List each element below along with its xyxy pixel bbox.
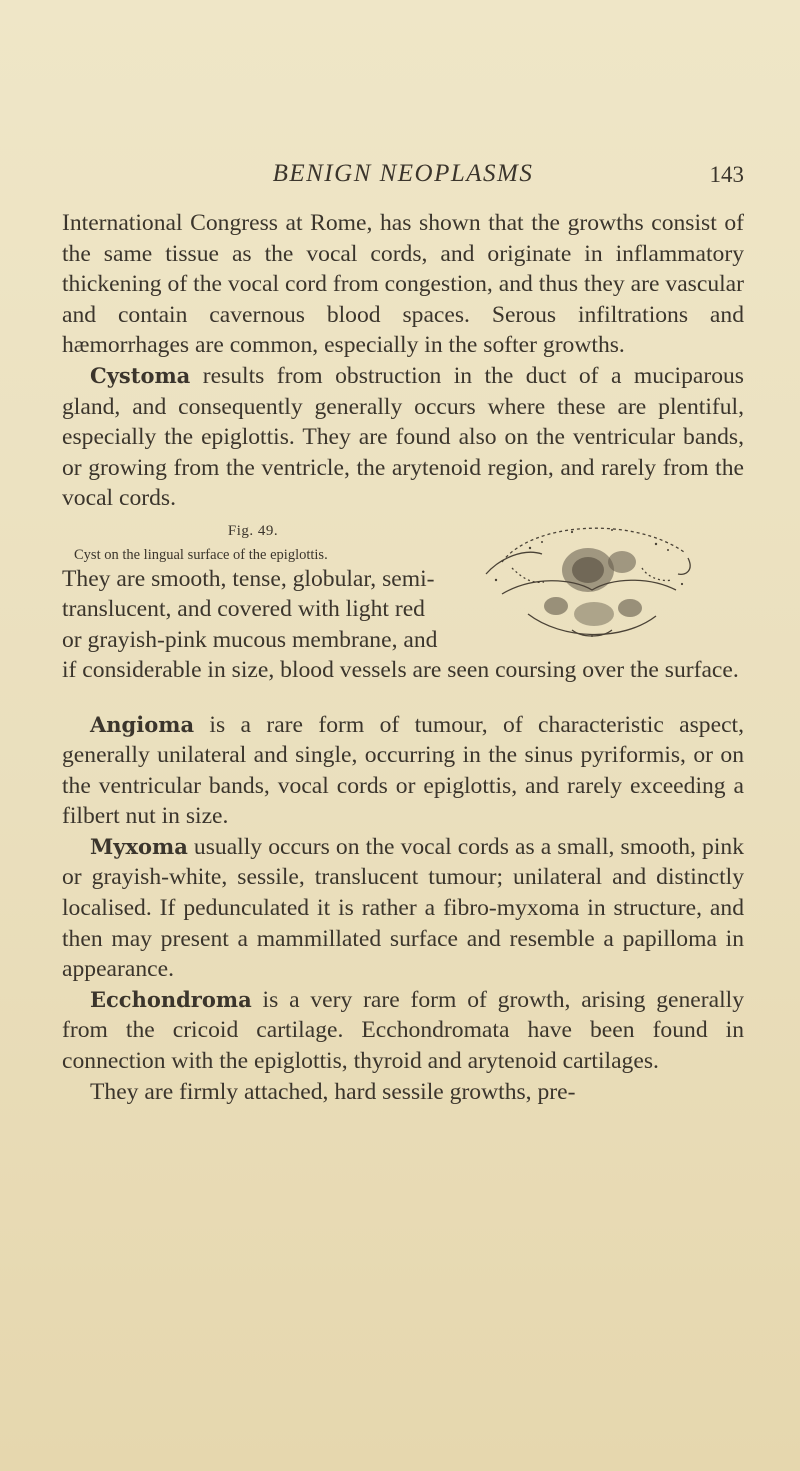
paragraph-text: They are firmly attached, hard sessile growths, pre-: [90, 1078, 576, 1105]
figure-caption: Cyst on the lingual surface of the epiglottis.: [74, 546, 328, 563]
figure-49: [458, 518, 754, 644]
paragraph-cystoma: [62, 361, 744, 514]
paragraph-text: International Congress at Rome, has shown that the growths consist of the same tissue as the vocal cords, and originate in inflammatory thickening of the vocal cord from congestion, and thus they are vascular and contain cavernous blood spaces. Serous infiltrations and hæmorrhages are common, especially in the softer growths.: [62, 210, 744, 359]
running-title: BENIGN NEOPLASMS: [272, 160, 534, 187]
paragraph-text: is a rare form of tumour, of characteristic aspect, generally unilateral and single, occurring in the sinus pyriformis, or on the ventricular bands, vocal cords or epiglottis, and rarely exceeding a filbert nut in size.: [62, 711, 744, 830]
figure-label: Fig. 49.: [227, 522, 279, 539]
term-ecchondroma: Ecchondroma: [90, 986, 252, 1012]
term-myxoma: Myxoma: [90, 833, 188, 859]
epiglottis-cyst-illustration: [472, 518, 702, 644]
term-angioma: Angioma: [90, 711, 195, 737]
paragraph-myxoma: [62, 832, 744, 985]
paragraph-text: usually occurs on the vocal cords as a small, smooth, pink or grayish-white, sessile, translucent tumour; unilateral and distinctly localised. If pedunculated it is rather a fibro-myxoma in structure, and then may present a mammillated surface and resemble a papilloma in appearance.: [62, 833, 744, 983]
paragraph-text: is a very rare form of growth, arising generally from the cricoid cartilage. Ecchondromata have been found in connection with the epiglottis, thyroid and arytenoid cartilages.: [62, 986, 744, 1075]
body-text: [62, 208, 744, 1107]
page-number: 143: [709, 162, 744, 187]
term-cystoma: Cystoma: [90, 362, 191, 388]
paragraph-ecchondroma: [62, 985, 744, 1077]
paragraph-text: They are smooth, tense, globular, semi-translucent, and covered with light red or grayish-pink mucous membrane, and if considerable in size, blood vessels are seen coursing over the surface.: [62, 565, 739, 684]
paragraph-angioma: [62, 710, 744, 832]
running-head: [62, 160, 744, 194]
paragraph-continuation: [62, 208, 744, 361]
paragraph-text: results from obstruction in the duct of a muciparous gland, and consequently generally occurs where these are plentiful, especially the epiglottis. They are found also on the ventricular bands, or growing from the ventricle, the arytenoid region, and rarely from the vocal cords.: [62, 362, 744, 512]
paragraph-ecchondroma-description: [62, 1077, 744, 1108]
